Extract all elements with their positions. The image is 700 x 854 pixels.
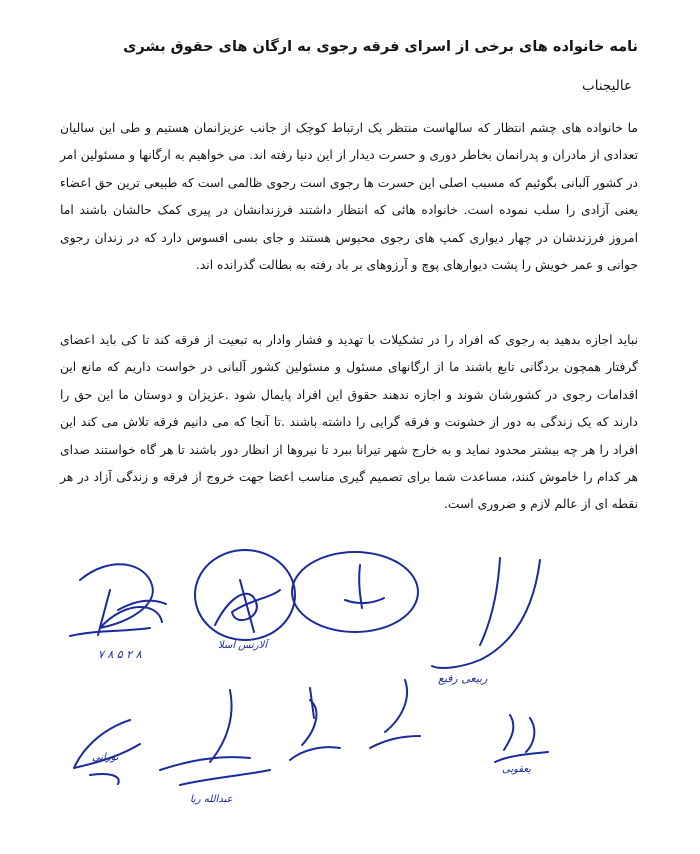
- svg-text:یعقوبی: یعقوبی: [502, 764, 531, 775]
- svg-text:۷ ۸ ۵ ۲ ۸: ۷ ۸ ۵ ۲ ۸: [98, 648, 142, 661]
- signature-6: [160, 690, 270, 805]
- paragraph-2: نباید اجازه بدهید به رجوی که افراد را در تشکیلات با تهدید و فشار وادار به تبعیت از فرقه کند تا کی باید اعضای گرفتار همچون بردگانی تابع باشند ما از ارگانهای مسئول و مسئولین کشور آلبانی در خواست داریم که مانع این اقدامات رجوی در کشورشان شوند و اجازه ندهند حقوق این افراد پایمال شود .عزیزان و دوستان ما این حق را دارند که یک زندگی به دور از خشونت و فرقه گرایی را داشته باشند .تا آنجا که می دانیم فرقه تلاش می کند این افراد را هر چه بیشتر محدود نماید و به خارج شهر تیرانا ببرد تا نیروها از انظار دور باشند تا هر گاه خواستند صدای هر کدام را خاموش کنند، مساعدت شما برای تصمیم گیری مناسب اعضا جهت خروج از فرقه و زندگی آزاد در هر نقطه ای از عالم لازم و ضروری است.: [60, 333, 638, 512]
- svg-text:عبدالله ریا: عبدالله ریا: [190, 794, 233, 805]
- signature-9: [495, 715, 548, 775]
- signatures-drawing: [40, 540, 650, 840]
- signature-5: [74, 720, 140, 784]
- signature-7: [290, 688, 340, 760]
- svg-text:نورانی: نورانی: [92, 752, 119, 763]
- signatures-block: [40, 540, 650, 840]
- signature-4: [432, 558, 540, 685]
- signature-8: [370, 680, 420, 748]
- signature-3: [292, 552, 418, 632]
- svg-text:ربیعی رفیع: ربیعی رفیع: [438, 672, 488, 685]
- svg-text:آلارنس اسلا: آلارنس اسلا: [218, 640, 268, 651]
- letter-title: نامه خانواده های برخی از اسرای فرقه رجوی به ارگان های حقوق بشری: [123, 39, 638, 55]
- signature-1: [70, 564, 166, 661]
- salutation: عالیجناب: [582, 78, 632, 94]
- paragraph-1: ما خانواده های چشم انتظار که سالهاست منتظر یک ارتباط کوچک از جانب عزیزانمان هستیم و طی این سالیان تعدادی از مادران و پدرانمان بخاطر دوری و حسرت دیدار از این دنیا رفته اند. می خواهیم به ارگانها و مسئولین امر در کشور آلبانی بگوئیم که مسبب اصلی این حسرت ها رجوی است رجوی ظالمی است که طبیعی ترین حق اعضاء یعنی آزادی را سلب نموده است. خانواده هائی که انتظار داشتند فرزندانشان در پیری کمک حالشان باشند اما امروز فرزندشان در چهار دیواری کمپ های رجوی محبوس هستند و جای بسی افسوس دارد که در زندان رجوی جوانی و عمر خویش را پشت دیوارهای پوچ و آرزوهای بر باد رفته به بطالت گذرانده اند.: [60, 121, 638, 273]
- signature-2: [195, 550, 295, 651]
